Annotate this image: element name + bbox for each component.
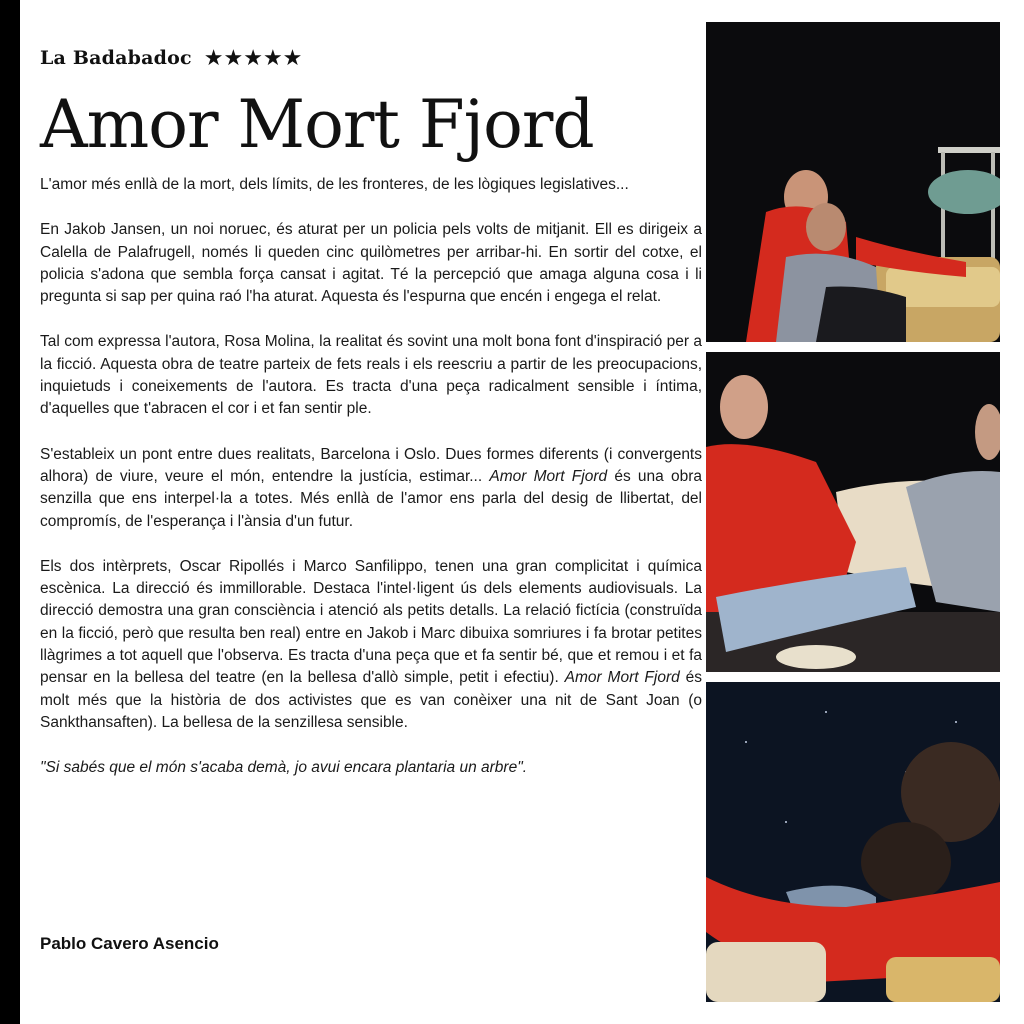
paragraph-plot: En Jakob Jansen, un noi noruec, és aturat per un policia pels volts de mitjanit. Ell es dirigeix a Calella de Palafrugell, només li queden cinc quilòmetres per arribar-hi. En sortir del cotxe, el policia s'adona que sembla força cansat i agitat. Té la percepció que amaga alguna cosa i li pregunta si sap per quina raó l'ha aturat. Aquesta és l'espurna que encén i engega el relat. [40, 221, 702, 306]
paragraph-performers-title: Amor Mort Fjord [564, 669, 680, 687]
review-page [20, 0, 1024, 1024]
paragraph-intro: L'amor més enllà de la mort, dels límits, de les fronteres, de les lògiques legislatives... [40, 176, 629, 193]
photo-couch [706, 22, 1000, 342]
photo-starry-sky [706, 682, 1000, 1002]
closing-quote: "Si sabés que el món s'acaba demà, jo avui encara plantaria un arbre". [40, 759, 528, 777]
brand-row [40, 42, 702, 74]
paragraph-bridge-text-b: és una obra senzilla que ens interpel·la a totes. Més enllà de l'amor ens parla del desig de llibertat, del compromís, de l'esperança i l'ànsia d'un futur. [40, 467, 702, 530]
text-column [40, 42, 702, 803]
photo-conversation [706, 352, 1000, 672]
paragraph-bridge [40, 444, 702, 533]
photo-conversation-illustration [706, 352, 1000, 672]
star-rating: ★★★★★ [203, 45, 303, 71]
paragraph-performers-text-b: és molt més que la història de dos activistes que es van conèixer una nit de Sant Joan (o Sankthansaften). La bellesa de la senzillesa sensible. [40, 669, 702, 731]
paragraph-author: Tal com expressa l'autora, Rosa Molina, la realitat és sovint una molt bona font d'inspiració per a la ficció. Aquesta obra de teatre parteix de fets reals i els reescriu a partir de les preocupacions, inquietuds i coneixements de l'autora. Es tracta d'una peça radicalment sensible i íntima, d'aquelles que t'abracen el cor i et fan sentir ple. [40, 333, 702, 418]
photo-couch-illustration [706, 22, 1000, 342]
paragraph-bridge-title: Amor Mort Fjord [489, 467, 608, 485]
page-title: Amor Mort Fjord [40, 86, 594, 163]
paragraph-performers-text-a: Els dos intèrprets, Oscar Ripollés i Marco Sanfilippo, tenen una gran complicitat i química escènica. La direcció és immillorable. Destaca l'intel·ligent ús dels elements audiovisuals. La direcció demostra una gran consciència i atenció als petits detalls. La relació fictícia (construïda en la ficció, però que resulta ben real) entre en Jakob i Marc dibuixa somriures i fa brotar petites llàgrimes a tot aquell que l'observa. Es tracta d'una peça que et fa sentir bé, que et remou i et fa pensar en la bellesa del teatre (en la bellesa d'allò simple, petit i efectiu). [40, 557, 702, 687]
paragraph-performers [40, 556, 702, 734]
review-body [40, 174, 702, 780]
brand-name: La Badabadoc [40, 47, 192, 69]
author-name: Pablo Cavero Asencio [40, 934, 219, 953]
paragraph-bridge-text-a: S'estableix un pont entre dues realitats, Barcelona i Oslo. Dues formes diferents (i convergents alhora) de viure, veure el món, entendre la justícia, estimar... [40, 445, 702, 485]
photo-starry-sky-illustration [706, 682, 1000, 1002]
